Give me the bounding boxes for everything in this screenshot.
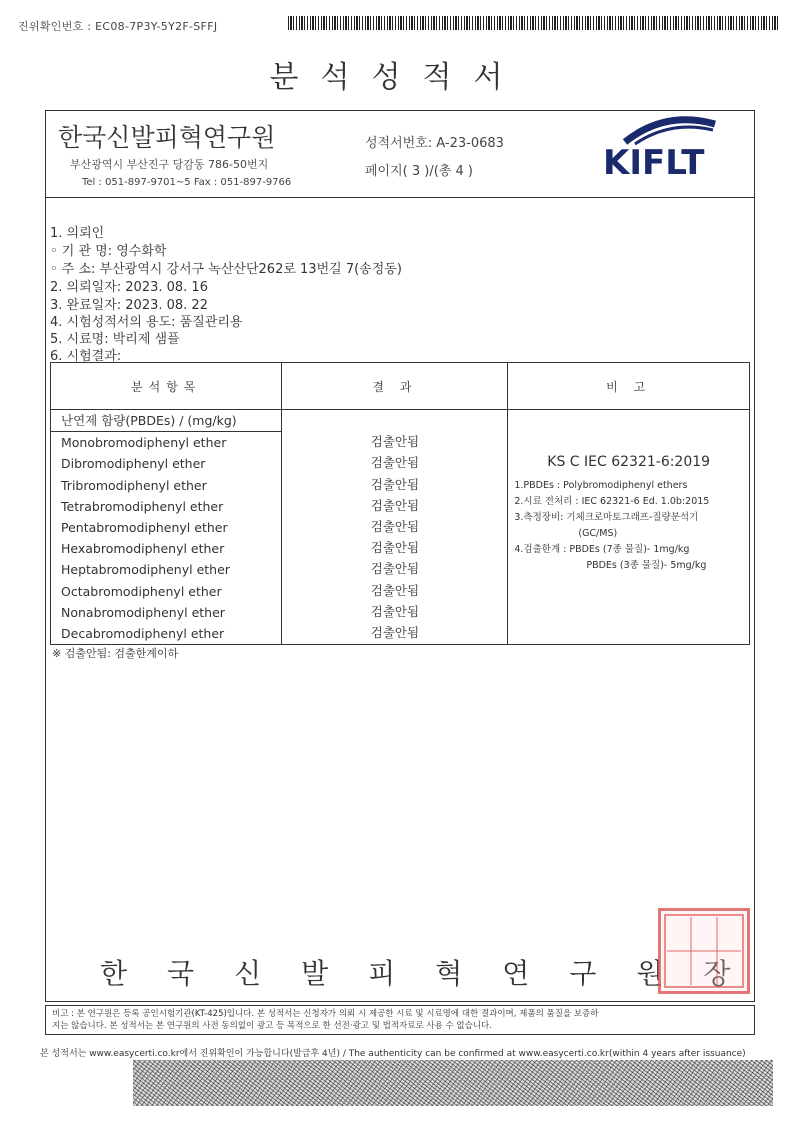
institute-address: 부산광역시 부산진구 당감동 786-50번지 xyxy=(70,158,269,171)
result-cell: 검출안됨 xyxy=(370,476,420,492)
certificate-number: 성적서번호: A-23-0683 xyxy=(365,136,504,151)
page-indicator: 페이지( 3 )/(총 4 ) xyxy=(365,164,473,179)
results-heading: 6. 시험결과: xyxy=(50,349,122,364)
client-org: ◦ 기 관 명: 영수화학 xyxy=(50,244,167,259)
header-remarks: 비 고 xyxy=(508,363,750,410)
item-row: Nonabromodiphenyl ether xyxy=(61,604,225,620)
kiflt-logo xyxy=(595,112,735,192)
completion-date: 3. 완료일자: 2023. 08. 22 xyxy=(50,298,208,313)
remark-note: (GC/MS) xyxy=(578,528,618,539)
footnote: ※ 검출안됨: 검출한계이하 xyxy=(52,647,179,660)
item-row: Hexabromodiphenyl ether xyxy=(61,541,225,557)
security-pattern xyxy=(133,1060,773,1106)
test-standard: KS C IEC 62321-6:2019 xyxy=(547,454,711,470)
item-row: Dibromodiphenyl ether xyxy=(61,456,206,472)
official-seal xyxy=(658,908,750,994)
verification-number: 진위확인번호 : EC08-7P3Y-5Y2F-SFFJ xyxy=(18,20,218,33)
result-cell: 검출안됨 xyxy=(370,624,420,640)
remark-note: 2.시료 전처리 : IEC 62321-6 Ed. 1.0b:2015 xyxy=(514,496,710,507)
item-row: Octabromodiphenyl ether xyxy=(61,583,222,599)
result-cell: 검출안됨 xyxy=(370,561,420,577)
client-heading: 1. 의뢰인 xyxy=(50,226,105,241)
items-column xyxy=(51,410,282,645)
item-row: Pentabromodiphenyl ether xyxy=(61,519,228,535)
disclaimer-line: 지는 않습니다. 본 성적서는 본 연구원의 사전 동의없이 광고 등 목적으로 한 선전·광고 및 법적자료로 사용 수 없습니다. xyxy=(52,1021,492,1031)
sample-name: 5. 시료명: 박리제 샘플 xyxy=(50,332,180,347)
result-cell: 검출안됨 xyxy=(370,540,420,556)
result-cell: 검출안됨 xyxy=(370,518,420,534)
header-analysis-item: 분석항목 xyxy=(51,363,282,410)
result-cell: 검출안됨 xyxy=(370,582,420,598)
remarks-column xyxy=(508,410,750,645)
item-row: Monobromodiphenyl ether xyxy=(61,435,227,451)
result-cell: 검출안됨 xyxy=(370,434,420,450)
institute-name: 한국신발피혁연구원 xyxy=(58,123,276,152)
institute-contact: Tel : 051-897-9701~5 Fax : 051-897-9766 xyxy=(82,177,292,188)
item-row: Tribromodiphenyl ether xyxy=(61,477,207,493)
results-column xyxy=(282,410,508,645)
client-address: ◦ 주 소: 부산광역시 강서구 녹산산단262로 13번길 7(송정동) xyxy=(50,262,402,277)
item-row: Tetrabromodiphenyl ether xyxy=(61,498,224,514)
remark-note: 3.측정장비: 기체크로마토그래프-질량분석기 xyxy=(514,512,699,523)
group-label: 난연제 함량(PBDEs) / (mg/kg) xyxy=(51,410,281,432)
remark-note: 1.PBDEs : Polybromodiphenyl ethers xyxy=(514,480,688,491)
request-date: 2. 의뢰일자: 2023. 08. 16 xyxy=(50,280,208,295)
result-cell: 검출안됨 xyxy=(370,455,420,471)
results-table xyxy=(50,362,750,645)
result-cell: 검출안됨 xyxy=(370,603,420,619)
purpose: 4. 시험성적서의 용도: 품질관리용 xyxy=(50,315,243,330)
item-row: Heptabromodiphenyl ether xyxy=(61,562,230,578)
logo-text: KIFLT xyxy=(603,143,705,183)
document-title: 분석성적서 xyxy=(269,60,525,95)
verification-url-note: 본 성적서는 www.easycerti.co.kr에서 진위확인이 가능합니다(발급후 4년) / The authenticity can be confirmed at www.easycerti.co.kr(within 4 years after issuance) xyxy=(40,1049,746,1059)
remark-note: PBDEs (3종 물질)- 5mg/kg xyxy=(586,560,707,571)
barcode xyxy=(288,16,778,30)
header-divider xyxy=(45,197,755,198)
remark-note: 4.검출한계 : PBDEs (7종 물질)- 1mg/kg xyxy=(514,544,690,555)
header-result: 결 과 xyxy=(282,363,508,410)
signature-line: 한국신발피혁연구원장 xyxy=(100,957,771,990)
result-cell: 검출안됨 xyxy=(370,497,420,513)
disclaimer-line: 비고 : 본 연구원은 등록 공인시험기관(KT-425)입니다. 본 성적서는 신청자가 의뢰 시 제공한 시료 및 시료명에 대한 결과이며, 제품의 품질을 보증하 xyxy=(52,1009,599,1019)
item-row: Decabromodiphenyl ether xyxy=(61,625,225,641)
disclaimer-box xyxy=(45,1005,755,1035)
